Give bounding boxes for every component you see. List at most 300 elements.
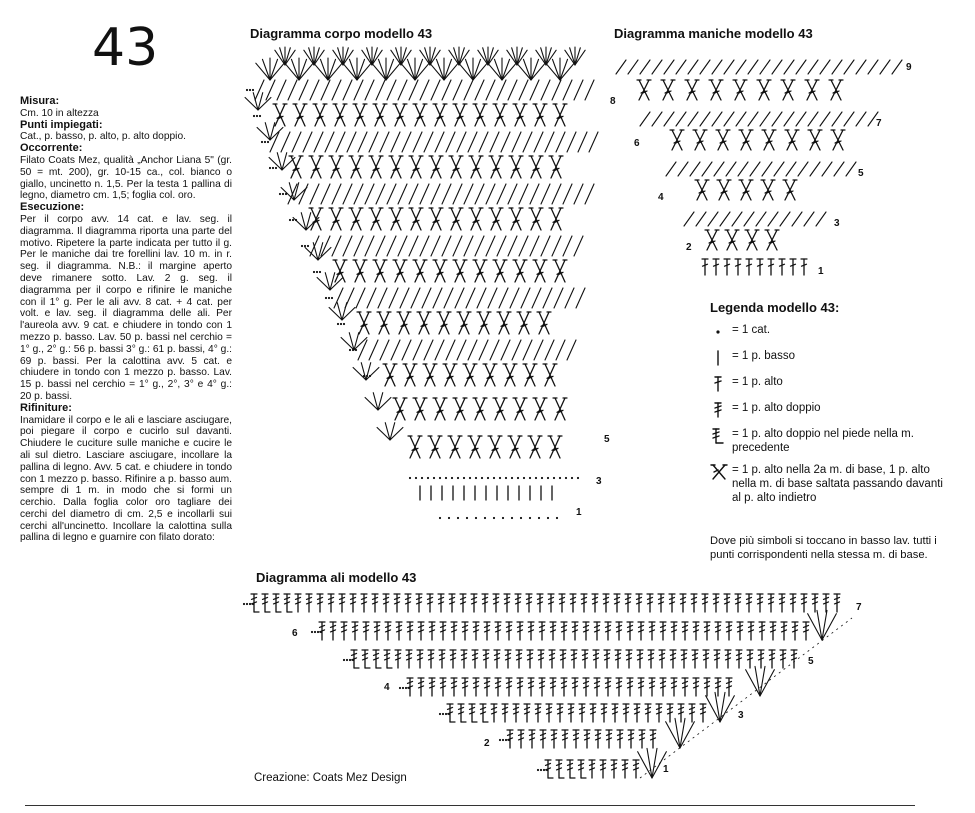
crossed-double-stitch — [433, 260, 447, 282]
chain-stitch — [331, 297, 333, 299]
treble-crochet-stitch — [589, 760, 595, 778]
treble-in-foot-stitch — [469, 704, 477, 722]
section-text: Per il corpo avv. 14 cat. e lav. seg. il diagramma. Il diagramma riporta una parte del motivo. Ripetere la parte indicata per tutto il g. Per le maniche dai tre forellini lav. 10 m. in r. seg. il diagramma. N.B.: il margine aperto deve rimanere sotto. Lav. 2 g. seg. il diagramma per il corpo e rifinire le maniche con il 1° g. Per le ali avv. 8 cat. + 4 cat. per volt. e lav. seg. il diagramma delle ali. Per l'aureola avv. 9 cat. e chiudere in tondo con 1 mezzo p. basso. Lav. 50 p. bassi nel cerchio = 1° g., 2° g.: 56 p. bassi 3° g.: 61 p. bassi, 4° g.: 69 p. bassi. Per la calottina avv. 5 cat. e chiudere in tondo con 1 mezzo p. basso. Lav. 15 p. bassi nel cerchio = 1° g., 2°, 3° e 4° g.: 20 p. bassi. — [20, 213, 232, 402]
double-crochet-stitch — [724, 259, 730, 275]
crossed-double-stitch — [453, 398, 467, 420]
chain-stitch — [343, 323, 345, 325]
crossed-double-stitch — [409, 156, 423, 178]
treble-crochet-stitch — [462, 678, 468, 696]
crossed-double-stitch — [448, 436, 462, 458]
treble-crochet-stitch — [515, 594, 521, 612]
crossed-double-stitch — [449, 208, 463, 230]
legend-item — [710, 427, 950, 455]
treble-crochet-stitch — [461, 650, 467, 668]
treble-in-foot-stitch — [262, 594, 270, 612]
treble-crochet-stitch — [715, 678, 721, 696]
sleeve-stitch-row — [666, 162, 856, 176]
crossed-double-stitch — [493, 104, 507, 126]
treble-crochet-stitch — [702, 594, 708, 612]
treble-crochet-stitch — [483, 650, 489, 668]
treble-crochet-stitch — [427, 594, 433, 612]
crossed-double-stitch — [548, 436, 562, 458]
treble-in-foot-stitch — [251, 594, 259, 612]
treble-crochet-stitch — [484, 678, 490, 696]
treble-in-foot-stitch — [556, 760, 564, 778]
treble-crochet-stitch — [605, 678, 611, 696]
chain-stitch — [249, 603, 251, 605]
treble-crochet-stitch — [590, 704, 596, 722]
treble-crochet-stitch — [451, 622, 457, 640]
body-stitch-row — [270, 132, 598, 152]
crossed-double-stitch — [553, 260, 567, 282]
treble-crochet-stitch — [623, 704, 629, 722]
double-crochet-stitch — [779, 259, 785, 275]
treble-crochet-stitch — [341, 622, 347, 640]
fan-stitch-group — [430, 58, 458, 80]
crossed-double-stitch — [739, 130, 753, 150]
chain-stitch — [505, 739, 507, 741]
fan-stitch-group — [488, 58, 516, 80]
section-text: Cm. 10 in altezza — [20, 107, 99, 119]
crossed-double-stitch — [509, 156, 523, 178]
crossed-double-stitch — [543, 364, 557, 386]
treble-crochet-stitch — [606, 730, 612, 748]
treble-crochet-stitch — [506, 678, 512, 696]
body-stitch-row — [358, 340, 576, 360]
crossed-double-stitch — [289, 156, 303, 178]
crossed-double-stitch — [808, 130, 822, 150]
crossed-double-stitch — [761, 180, 775, 200]
crossed-double-stitch — [453, 260, 467, 282]
treble-crochet-stitch — [561, 622, 567, 640]
treble-crochet-stitch — [557, 704, 563, 722]
treble-crochet-stitch — [660, 678, 666, 696]
treble-crochet-stitch — [649, 678, 655, 696]
crossed-double-stitch — [293, 104, 307, 126]
chain-stitch — [259, 115, 261, 117]
legend-item — [710, 323, 950, 341]
sleeve-stitch-row — [616, 60, 902, 74]
treble-crochet-stitch — [616, 622, 622, 640]
chain-stitch — [275, 167, 277, 169]
treble-crochet-stitch — [539, 622, 545, 640]
chain-stitch — [314, 631, 316, 633]
crossed-double-stitch — [393, 260, 407, 282]
treble-crochet-stitch — [626, 650, 632, 668]
treble-crochet-stitch — [451, 678, 457, 696]
treble-crochet-stitch — [682, 622, 688, 640]
row-number-label: 2 — [686, 242, 692, 253]
treble-crochet-stitch — [471, 594, 477, 612]
treble-crochet-stitch — [383, 594, 389, 612]
treble-crochet-stitch — [704, 622, 710, 640]
chain-stitch — [253, 115, 255, 117]
chain-stitch — [246, 603, 248, 605]
crossed-double-stitch — [503, 364, 517, 386]
row-number-label: 4 — [384, 682, 390, 693]
treble-crochet-stitch — [790, 594, 796, 612]
row-number-label: 3 — [738, 710, 744, 721]
treble-crochet-stitch — [517, 678, 523, 696]
chain-stitch — [399, 687, 401, 689]
crossed-double-stitch — [693, 130, 707, 150]
treble-crochet-stitch — [374, 622, 380, 640]
chain-stitch — [493, 477, 495, 479]
crossed-double-stitch — [483, 364, 497, 386]
treble-crochet-stitch — [659, 650, 665, 668]
treble-crochet-stitch — [317, 594, 323, 612]
treble-crochet-stitch — [791, 650, 797, 668]
treble-crochet-stitch — [440, 678, 446, 696]
body-stitch-row — [334, 288, 585, 308]
crossed-double-stitch — [473, 104, 487, 126]
crossed-double-stitch — [716, 130, 730, 150]
treble-crochet-stitch — [671, 678, 677, 696]
chain-stitch — [252, 89, 254, 91]
treble-crochet-stitch — [396, 622, 402, 640]
chain-icon — [710, 323, 732, 341]
chain-stitch — [252, 603, 254, 605]
crossed-double-stitch — [373, 260, 387, 282]
chain-stitch — [427, 477, 429, 479]
treble-crochet-stitch — [524, 704, 530, 722]
row-number-label: 7 — [876, 118, 882, 129]
design-credit: Creazione: Coats Mez Design — [254, 772, 407, 784]
crossed-double-stitch — [443, 364, 457, 386]
chain-stitch — [520, 517, 522, 519]
body-stitch-row — [255, 80, 594, 100]
row-number-label: 3 — [834, 218, 840, 229]
treble-crochet-stitch — [416, 594, 422, 612]
chain-stitch — [409, 477, 411, 479]
treble-crochet-stitch — [462, 622, 468, 640]
treble-crochet-stitch — [704, 678, 710, 696]
fan-stitch-group — [353, 363, 379, 380]
section-heading: Esecuzione: — [20, 201, 85, 214]
treble-crochet-stitch — [572, 678, 578, 696]
section-heading: Punti impiegati: — [20, 118, 103, 131]
row-number-label: 4 — [658, 192, 664, 203]
treble-crochet-stitch — [504, 594, 510, 612]
chain-stitch — [508, 739, 510, 741]
legend-item — [710, 375, 950, 393]
treble-crochet-stitch — [562, 730, 568, 748]
treble-in-foot-stitch — [284, 594, 292, 612]
treble-crochet-stitch — [622, 760, 628, 778]
treble-crochet-stitch — [680, 594, 686, 612]
treble-crochet-stitch — [634, 704, 640, 722]
crossed-double-stitch — [829, 80, 843, 100]
fan-stitch-group — [329, 303, 355, 320]
treble-crochet-stitch — [484, 622, 490, 640]
fan-stitch-group — [372, 58, 400, 80]
chain-stitch — [346, 659, 348, 661]
crossed-double-stitch — [661, 80, 675, 100]
treble-crochet-stitch — [633, 760, 639, 778]
treble-crochet-stitch — [573, 730, 579, 748]
crossed-double-stitch — [733, 80, 747, 100]
legend-item-text: = 1 p. alto doppio nel piede nella m. precedente — [732, 428, 914, 454]
treble-crochet-stitch — [747, 650, 753, 668]
treble-crochet-stitch — [638, 622, 644, 640]
crossed-double-stitch — [765, 230, 779, 250]
chain-stitch — [243, 603, 245, 605]
treble-crochet-stitch — [600, 760, 606, 778]
treble-crochet-stitch — [506, 622, 512, 640]
crossed-double-stitch — [805, 80, 819, 100]
crossed-double-stitch — [553, 398, 567, 420]
treble-crochet-stitch — [693, 678, 699, 696]
crossed-double-stitch — [357, 312, 371, 334]
crossed-double-stitch — [477, 312, 491, 334]
fan-stitch-group — [245, 93, 271, 110]
treble-crochet-stitch — [647, 594, 653, 612]
treble-crochet-stitch — [583, 622, 589, 640]
crossed-double-stitch — [457, 312, 471, 334]
treble-crochet-stitch — [551, 730, 557, 748]
double-crochet-stitch — [768, 259, 774, 275]
chain-stitch — [328, 297, 330, 299]
sleeve-stitch-row — [640, 112, 878, 126]
crossed-double-stitch — [717, 180, 731, 200]
treble-crochet-stitch — [724, 594, 730, 612]
section-heading: Misura: — [20, 95, 60, 107]
crossed-double-stitch — [762, 130, 776, 150]
treble-crochet-stitch — [681, 650, 687, 668]
crossed-double-stitch — [469, 208, 483, 230]
crossed-double-stitch — [423, 364, 437, 386]
chain-stitch — [457, 517, 459, 519]
treble-crochet-stitch — [494, 650, 500, 668]
treble-crochet-stitch — [472, 650, 478, 668]
crossed-double-stitch — [513, 260, 527, 282]
treble-crochet-stitch — [669, 594, 675, 612]
treble-crochet-stitch — [428, 650, 434, 668]
treble-crochet-stitch — [682, 678, 688, 696]
treble-crochet-stitch — [725, 650, 731, 668]
row-number-label: 3 — [596, 476, 602, 487]
treble-crochet-stitch — [571, 650, 577, 668]
chain-stitch — [466, 517, 468, 519]
treble-in-foot-stitch — [458, 704, 466, 722]
fan-stitch-group — [365, 393, 391, 410]
treble-crochet-stitch — [550, 622, 556, 640]
chain-stitch — [547, 517, 549, 519]
treble-crochet-stitch — [584, 730, 590, 748]
crossed-double-stitch — [397, 312, 411, 334]
chain-stitch — [547, 477, 549, 479]
treble-crochet-stitch — [538, 650, 544, 668]
treble-crochet-stitch — [482, 594, 488, 612]
chain-stitch — [325, 297, 327, 299]
legend-item — [710, 401, 950, 419]
legend-title: Legenda modello 43: — [710, 300, 840, 315]
row-number-label: 6 — [292, 628, 298, 639]
fan-stitch-group — [459, 58, 487, 80]
crossed-double-stitch — [493, 260, 507, 282]
body-stitch-row — [288, 184, 594, 204]
treble-crochet-stitch — [615, 650, 621, 668]
chain-stitch — [553, 477, 555, 479]
treble-in-foot-stitch — [578, 760, 586, 778]
chain-stitch — [439, 477, 441, 479]
chain-stitch — [502, 517, 504, 519]
row-number-label: 6 — [634, 138, 640, 149]
treble-crochet-stitch — [460, 594, 466, 612]
chain-stitch — [451, 477, 453, 479]
crossed-double-stitch — [517, 312, 531, 334]
treble-crochet-stitch — [473, 678, 479, 696]
crossed-double-stitch — [670, 130, 684, 150]
treble-crochet-stitch — [537, 594, 543, 612]
crossed-double-stitch — [329, 208, 343, 230]
treble-crochet-stitch — [546, 704, 552, 722]
crossed-double-stitch — [523, 364, 537, 386]
crossed-double-stitch — [705, 230, 719, 250]
treble-crochet-stitch — [539, 678, 545, 696]
section-text: Filato Coats Mez, qualità „Anchor Liana 5" (gr. 50 = mt. 200), gr. 10-15 ca., col. bianco o giallo, uncinetto n. 1,5. Per la testa 1 pallina di legno, diametro cm. 1,5; foglia col. oro. — [20, 154, 232, 202]
chain-stitch — [320, 631, 322, 633]
crossed-double-stitch — [333, 260, 347, 282]
crossed-double-stitch — [329, 156, 343, 178]
chain-stitch — [448, 517, 450, 519]
treble-crochet-stitch — [513, 704, 519, 722]
crossed-double-stitch — [757, 80, 771, 100]
chain-stitch — [279, 193, 281, 195]
fan-stitch-group — [305, 243, 331, 260]
crossed-double-stitch — [831, 130, 845, 150]
treble-crochet-stitch — [548, 594, 554, 612]
treble-crochet-stitch — [395, 650, 401, 668]
treble-crochet-stitch — [700, 704, 706, 722]
crossed-double-stitch — [549, 156, 563, 178]
treble-crochet-stitch — [330, 622, 336, 640]
treble-in-foot-stitch — [567, 760, 575, 778]
double-crochet-icon — [710, 375, 732, 393]
treble-crochet-stitch — [612, 704, 618, 722]
treble-crochet-stitch — [671, 622, 677, 640]
treble-crochet-stitch — [792, 622, 798, 640]
chain-stitch — [261, 141, 263, 143]
chain-stitch — [249, 89, 251, 91]
treble-crochet-stitch — [440, 622, 446, 640]
treble-crochet-stitch — [528, 678, 534, 696]
treble-crochet-stitch — [417, 650, 423, 668]
fan-stitch-group — [746, 666, 775, 696]
crossed-double-stitch — [533, 104, 547, 126]
treble-crochet-stitch — [528, 622, 534, 640]
treble-crochet-stitch — [581, 594, 587, 612]
section-heading: Occorrente: — [20, 142, 83, 155]
chain-stitch — [529, 477, 531, 479]
treble-crochet-stitch — [550, 678, 556, 696]
treble-crochet-stitch — [692, 650, 698, 668]
double-crochet-stitch — [713, 259, 719, 275]
chain-stitch — [484, 517, 486, 519]
treble-crochet-stitch — [759, 622, 765, 640]
crossed-double-stitch — [309, 208, 323, 230]
treble-crochet-stitch — [529, 730, 535, 748]
chain-stitch — [546, 769, 548, 771]
double-crochet-stitch — [746, 259, 752, 275]
fan-stitch-group — [341, 333, 367, 350]
crossed-double-stitch — [309, 156, 323, 178]
chain-stitch — [264, 141, 266, 143]
crossed-double-stitch — [409, 208, 423, 230]
legend-item — [710, 463, 950, 505]
crossed-double-stitch — [469, 156, 483, 178]
chain-stitch — [457, 477, 459, 479]
legend-item-text: = 1 cat. — [732, 324, 771, 336]
chain-stitch — [469, 477, 471, 479]
crossed-double-stitch — [389, 208, 403, 230]
chain-stitch — [502, 739, 504, 741]
treble-crochet-stitch — [572, 622, 578, 640]
treble-crochet-stitch — [627, 678, 633, 696]
pattern-number: 43 — [92, 18, 159, 78]
treble-in-foot-stitch — [447, 704, 455, 722]
treble-crochet-stitch — [385, 622, 391, 640]
chain-stitch — [405, 687, 407, 689]
crossed-double-stitch — [403, 364, 417, 386]
crossed-double-stitch — [449, 156, 463, 178]
chain-stitch — [272, 167, 274, 169]
crossed-double-stitch — [393, 104, 407, 126]
chain-stitch — [577, 477, 579, 479]
legend-item — [710, 349, 950, 367]
row-number-label: 7 — [856, 602, 862, 613]
legend-item-text: = 1 p. alto — [732, 376, 783, 388]
crossed-double-stitch — [513, 104, 527, 126]
chain-stitch — [304, 245, 306, 247]
crossed-double-stitch — [377, 312, 391, 334]
treble-crochet-stitch — [352, 622, 358, 640]
treble-crochet-stitch — [570, 594, 576, 612]
treble-crochet-stitch — [549, 650, 555, 668]
treble-crochet-stitch — [593, 650, 599, 668]
treble-crochet-stitch — [505, 650, 511, 668]
treble-crochet-stitch — [614, 594, 620, 612]
double-crochet-stitch — [757, 259, 763, 275]
treble-crochet-stitch — [394, 594, 400, 612]
chain-stitch — [537, 769, 539, 771]
treble-crochet-stitch — [604, 650, 610, 668]
chain-stitch — [565, 477, 567, 479]
chain-stitch — [337, 323, 339, 325]
chain-stitch — [289, 219, 291, 221]
treble-crochet-stitch — [319, 622, 325, 640]
legend-item-text: = 1 p. basso — [732, 350, 795, 362]
crossed-double-stitch — [373, 104, 387, 126]
chain-stitch — [559, 477, 561, 479]
section-text: Inamidare il corpo e le ali e lasciare asciugare, poi piegare il corpo e cucirlo sul davanti. Chiudere le cuciture sulle maniche e cucire le ali sul dietro. Lasciare asciugare, incollare la pallina di legno. Avv. 5 cat. e chiudere in tondo con 1 mezzo p. basso. Rifinire a p. basso aum. sempre di 1 m. in modo che si formi un cerchio. Dalla foglia color oro tagliare dei cerchi del diametro di cm. 2,5 e incollarli sui cerchi all'uncinetto. Incollare la calottina sulla pallina di legno e guarnire con filato dorato: — [20, 414, 232, 544]
crossed-double-stitch — [413, 398, 427, 420]
treble-crochet-stitch — [583, 678, 589, 696]
treble-crochet-stitch — [579, 704, 585, 722]
body-diagram-title: Diagramma corpo modello 43 — [250, 26, 433, 41]
chain-stitch — [352, 659, 354, 661]
treble-crochet-stitch — [737, 622, 743, 640]
crossed-double-stitch — [437, 312, 451, 334]
treble-in-foot-stitch — [362, 650, 370, 668]
crossed-double-stitch — [709, 80, 723, 100]
chain-stitch — [349, 349, 351, 351]
treble-crochet-stitch — [748, 622, 754, 640]
row-number-label: 5 — [858, 168, 864, 179]
treble-crochet-stitch — [361, 594, 367, 612]
treble-crochet-stitch — [429, 678, 435, 696]
treble-crochet-stitch — [736, 650, 742, 668]
